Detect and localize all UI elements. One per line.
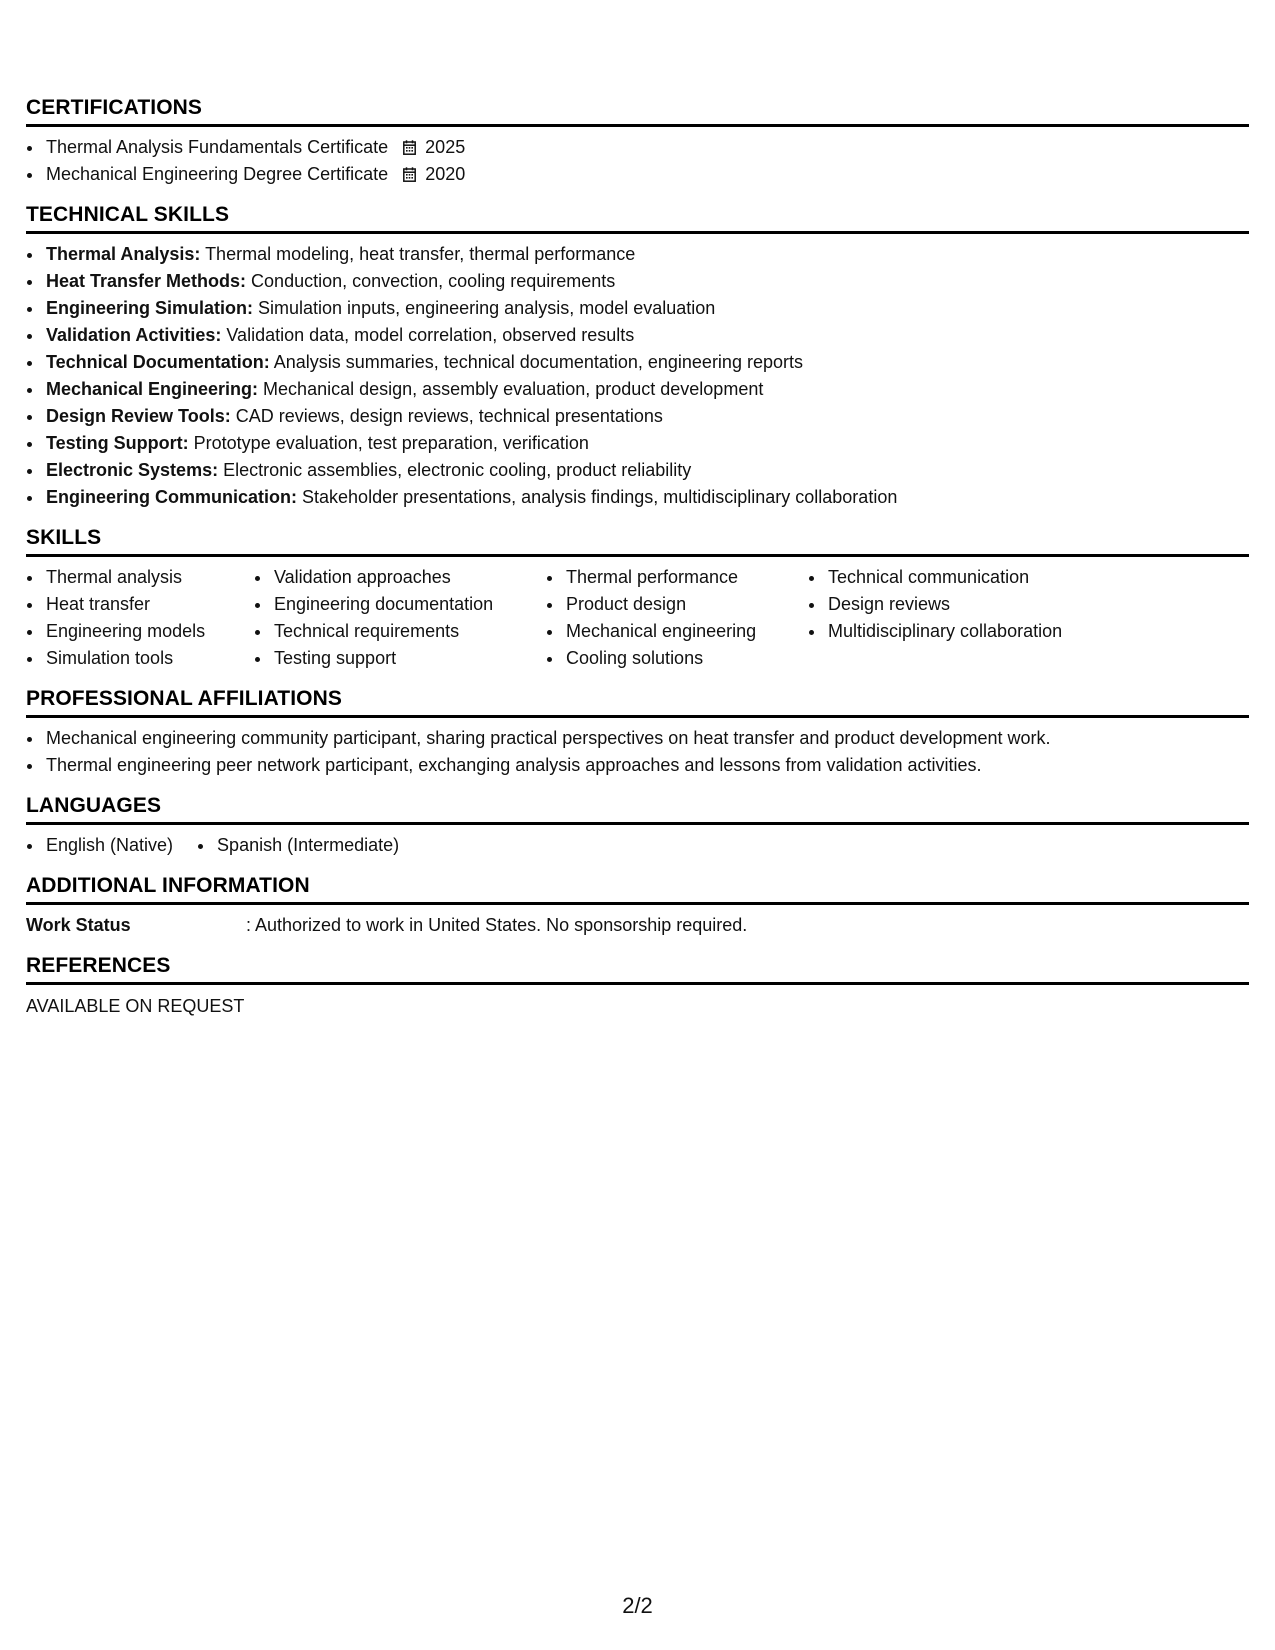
certification-year: 2025 [425, 137, 466, 157]
affiliations-list [26, 725, 1249, 779]
technical-skill-value: Analysis summaries, technical documentation, engineering reports [269, 352, 803, 372]
technical-skill-value: Thermal modeling, heat transfer, thermal performance [200, 244, 636, 264]
technical-skill-item [44, 484, 1249, 511]
technical-skill-item [44, 376, 1249, 403]
section-title-certifications: CERTIFICATIONS [26, 96, 1249, 127]
section-title-technical-skills: TECHNICAL SKILLS [26, 203, 1249, 234]
skill-item: • Validation approaches [272, 564, 546, 591]
certification-item [44, 134, 1249, 161]
skill-item: • Design reviews [826, 591, 1126, 618]
technical-skill-item [44, 322, 1249, 349]
technical-skill-item [44, 457, 1249, 484]
additional-info-section [26, 874, 1249, 939]
technical-skills-list [26, 241, 1249, 511]
section-title-languages: LANGUAGES [26, 794, 1249, 825]
skill-item: • Mechanical engineering [564, 618, 808, 645]
technical-skill-item [44, 241, 1249, 268]
skill-item: • Engineering documentation [272, 591, 546, 618]
certifications-section [26, 96, 1249, 188]
resume-page [26, 96, 1249, 1020]
skill-item: • Heat transfer [44, 591, 254, 618]
affiliation-item: • Mechanical engineering community participant, sharing practical perspectives on heat transfer and product development work. [44, 725, 1249, 752]
section-title-skills: SKILLS [26, 526, 1249, 557]
technical-skill-value: Stakeholder presentations, analysis findings, multidisciplinary collaboration [297, 487, 898, 507]
skill-item: • Product design [564, 591, 808, 618]
work-status-label: Work Status [26, 915, 131, 935]
technical-skill-label: Mechanical Engineering: [46, 379, 259, 399]
calendar-icon [403, 167, 416, 182]
certification-name: Thermal Analysis Fundamentals Certificate [46, 137, 389, 157]
technical-skill-value: Conduction, convection, cooling requirements [246, 271, 616, 291]
technical-skill-item [44, 295, 1249, 322]
technical-skill-value: Simulation inputs, engineering analysis, model evaluation [253, 298, 716, 318]
page-number: 2/2 [622, 1593, 653, 1618]
references-section [26, 954, 1249, 1020]
skills-column [26, 564, 254, 672]
skill-item: • Thermal performance [564, 564, 808, 591]
references-text: AVAILABLE ON REQUEST [26, 996, 245, 1016]
skill-item: • Technical requirements [272, 618, 546, 645]
technical-skill-item [44, 430, 1249, 457]
technical-skill-label: Engineering Simulation: [46, 298, 254, 318]
skill-item: • Simulation tools [44, 645, 254, 672]
language-group [197, 832, 423, 859]
skill-item: • Technical communication [826, 564, 1126, 591]
section-title-references: REFERENCES [26, 954, 1249, 985]
technical-skill-label: Heat Transfer Methods: [46, 271, 247, 291]
skill-item: • Testing support [272, 645, 546, 672]
technical-skill-label: Testing Support: [46, 433, 189, 453]
certification-item [44, 161, 1249, 188]
skills-column [254, 564, 546, 672]
technical-skill-item [44, 349, 1249, 376]
technical-skill-label: Design Review Tools: [46, 406, 231, 426]
language-item: • Spanish (Intermediate) [215, 832, 399, 859]
affiliations-section [26, 687, 1249, 779]
technical-skill-item [44, 268, 1249, 295]
skill-item: • Cooling solutions [564, 645, 808, 672]
certification-name: Mechanical Engineering Degree Certificate [46, 164, 389, 184]
calendar-icon [403, 140, 416, 155]
certification-year: 2020 [425, 164, 466, 184]
section-title-additional-info: ADDITIONAL INFORMATION [26, 874, 1249, 905]
language-group [26, 832, 197, 859]
technical-skill-value: Electronic assemblies, electronic cooling, product reliability [218, 460, 692, 480]
technical-skills-section [26, 203, 1249, 511]
section-title-affiliations: PROFESSIONAL AFFILIATIONS [26, 687, 1249, 718]
technical-skill-value: CAD reviews, design reviews, technical presentations [230, 406, 663, 426]
skills-section [26, 526, 1249, 672]
certifications-list [26, 134, 1249, 188]
skill-item: • Multidisciplinary collaboration [826, 618, 1126, 645]
skills-column [808, 564, 1126, 672]
technical-skill-label: Technical Documentation: [46, 352, 270, 372]
technical-skill-label: Engineering Communication: [46, 487, 298, 507]
languages-list [26, 832, 1249, 859]
work-status-value: : Authorized to work in United States. No sponsorship required. [246, 915, 748, 935]
technical-skill-label: Validation Activities: [46, 325, 222, 345]
skill-item: • Thermal analysis [44, 564, 254, 591]
affiliation-item: • Thermal engineering peer network participant, exchanging analysis approaches and lessons from validation activities. [44, 752, 1249, 779]
technical-skill-value: Prototype evaluation, test preparation, verification [188, 433, 589, 453]
technical-skill-value: Mechanical design, assembly evaluation, product development [258, 379, 764, 399]
technical-skill-item [44, 403, 1249, 430]
technical-skill-label: Thermal Analysis: [46, 244, 201, 264]
skill-item: • Engineering models [44, 618, 254, 645]
languages-section [26, 794, 1249, 859]
skills-column [546, 564, 808, 672]
language-item: • English (Native) [44, 832, 173, 859]
skills-grid [26, 564, 1249, 672]
work-status-row [26, 912, 1249, 939]
technical-skill-label: Electronic Systems: [46, 460, 219, 480]
technical-skill-value: Validation data, model correlation, observed results [221, 325, 635, 345]
